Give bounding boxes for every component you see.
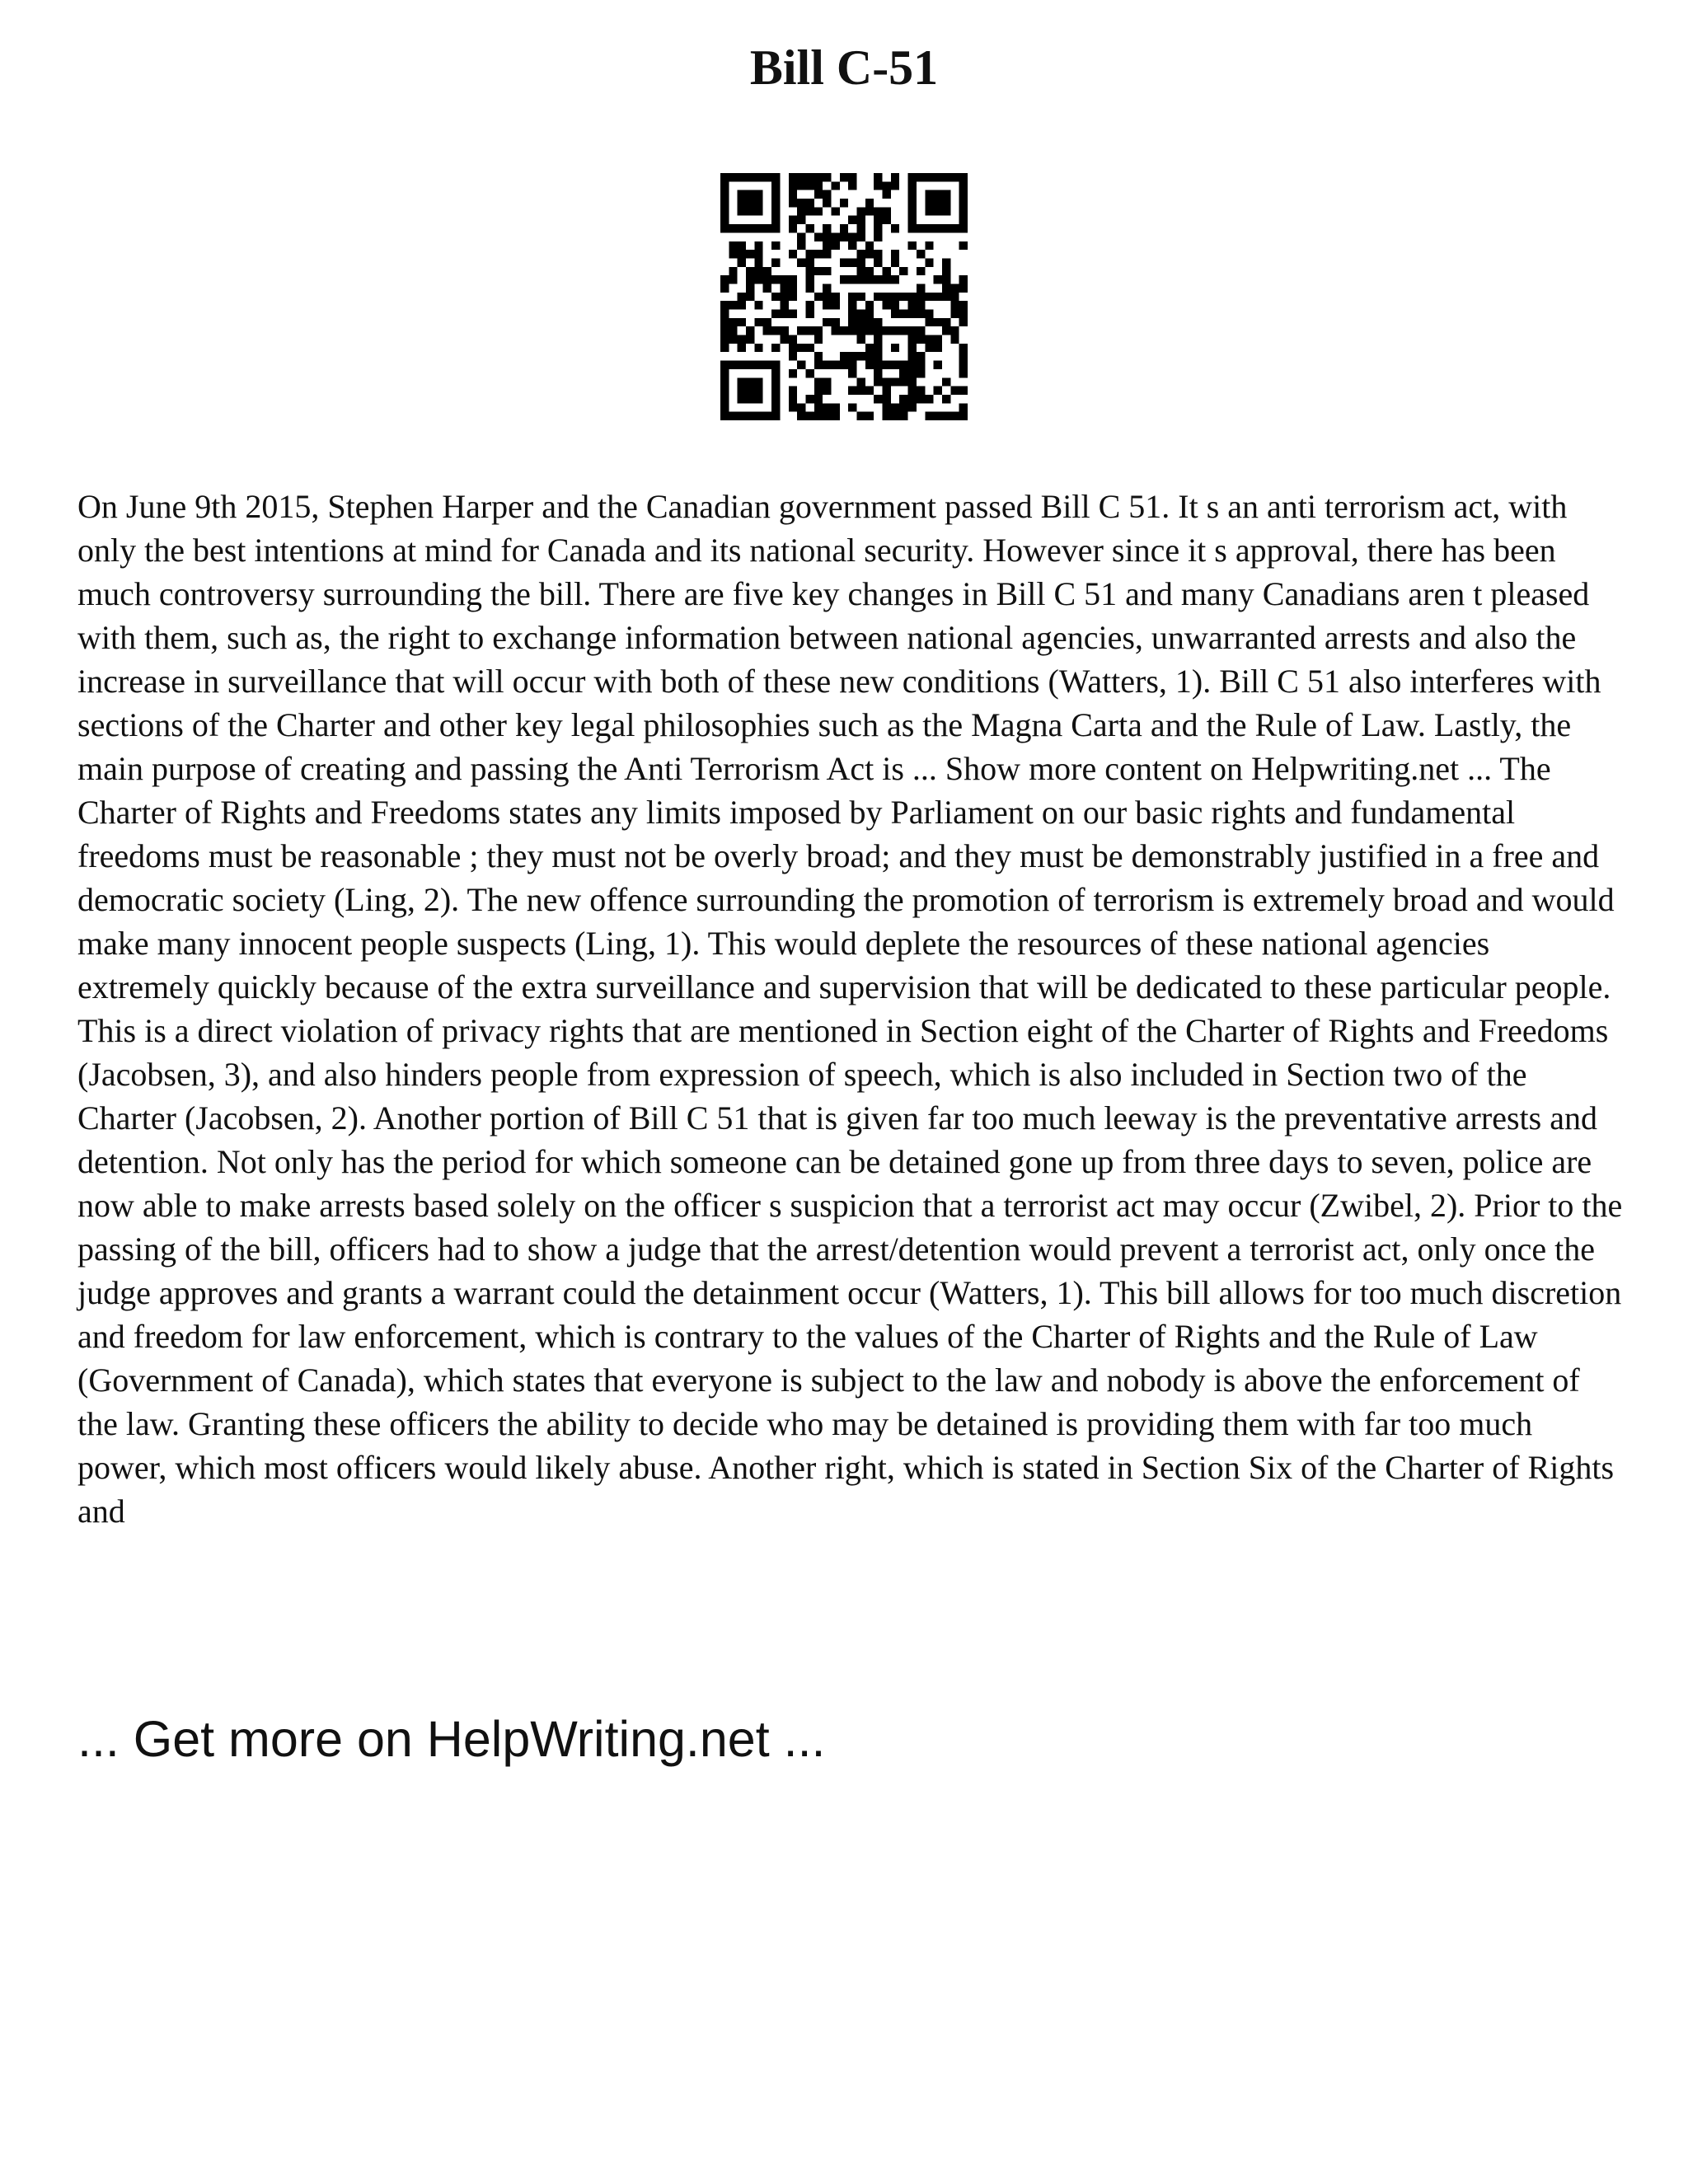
article-body: On June 9th 2015, Stephen Harper and the Canadian government passed Bill C 51. It s an anti terrorism act, with only the best intentions at mind for Canada and its national security. However since it s approval, there has been much controversy surrounding the bill. There are five key changes in Bill C 51 and many Canadians aren t pleased with them, such as, the right to exchange information between national agencies, unwarranted arrests and also the increase in surveillance that will occur with both of these new conditions (Watters, 1). Bill C 51 also interferes with sections of the Charter and other key legal philosophies such as the Magna Carta and the Rule of Law. Lastly, the main purpose of creating and passing the Anti Terrorism Act is ... Show more content on Helpwriting.net ... The Charter of Rights and Freedoms states any limits imposed by Parliament on our basic rights and fundamental freedoms must be reasonable ; they must not be overly broad; and they must be demonstrably justified in a free and democratic society (Ling, 2). The new offence surrounding the promotion of terrorism is extremely broad and would make many innocent people suspects (Ling, 1). This would deplete the resources of these national agencies extremely quickly because of the extra surveillance and supervision that will be dedicated to these particular people. This is a direct violation of privacy rights that are mentioned in Section eight of the Charter of Rights and Freedoms (Jacobsen, 3), and also hinders people from expression of speech, which is also included in Section two of the Charter (Jacobsen, 2). Another portion of Bill C 51 that is given far too much leeway is the preventative arrests and detention. Not only has the period for which someone can be detained gone up from three days to seven, police are now able to make arrests based solely on the officer s suspicion that a terrorist act may occur (Zwibel, 2). Prior to the passing of the bill, officers had to show a judge that the arrest/detention would prevent a terrorist act, only once the judge approves and grants a warrant could the detainment occur (Watters, 1). This bill allows for too much discretion and freedom for law enforcement, which is contrary to the values of the Charter of Rights and the Rule of Law (Government of Canada), which states that everyone is subject to the law and nobody is above the enforcement of the law. Granting these officers the ability to decide who may be detained is providing them with far too much power, which most officers would likely abuse. Another right, which is stated in Section Six of the Charter of Rights and xyxy=(77,488,1623,1530)
qr-code-icon xyxy=(720,173,968,420)
get-more-link[interactable]: ... Get more on HelpWriting.net ... xyxy=(77,1711,826,1767)
page-title: Bill C-51 xyxy=(749,40,939,95)
